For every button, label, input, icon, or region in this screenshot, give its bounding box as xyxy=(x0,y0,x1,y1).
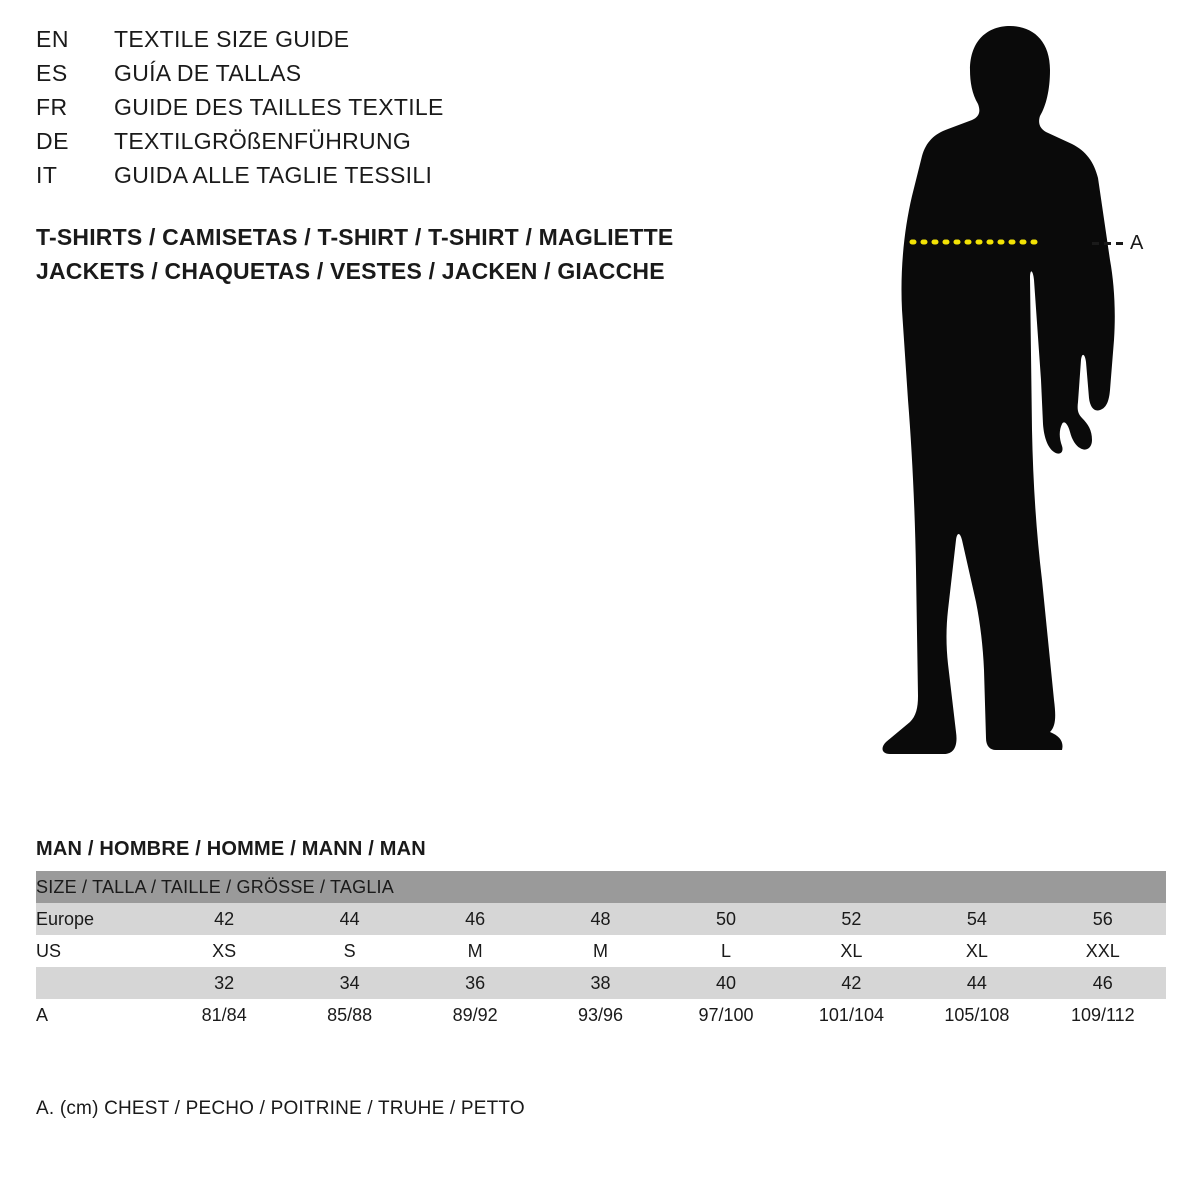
language-code: EN xyxy=(36,26,69,52)
size-table-section xyxy=(36,838,1166,1031)
language-title: TEXTILGRÖßENFÜHRUNG xyxy=(114,128,412,154)
row-label: US xyxy=(36,940,62,961)
row-label: A xyxy=(36,1004,49,1025)
language-code: IT xyxy=(36,162,58,188)
category-jackets: JACKETS / CHAQUETAS / VESTES / JACKEN / GIACCHE xyxy=(36,258,665,284)
cell: 89/92 xyxy=(452,1004,498,1025)
language-title: TEXTILE SIZE GUIDE xyxy=(114,26,350,52)
cell: XL xyxy=(965,940,988,961)
cell: 109/112 xyxy=(1070,1004,1135,1025)
language-code: FR xyxy=(36,94,68,120)
table-row xyxy=(36,967,1166,999)
cell: 42 xyxy=(214,908,235,929)
cell: 81/84 xyxy=(201,1004,247,1025)
language-row-fr xyxy=(36,94,736,128)
cell: 50 xyxy=(715,908,736,929)
cell: 52 xyxy=(841,908,862,929)
language-row-de xyxy=(36,128,736,162)
row-label xyxy=(36,967,161,999)
size-table xyxy=(36,871,1166,1031)
cell: 105/108 xyxy=(944,1004,1010,1025)
language-row-en xyxy=(36,26,736,60)
cell: 46 xyxy=(465,908,486,929)
language-row-it xyxy=(36,162,736,196)
language-title: GUÍA DE TALLAS xyxy=(114,60,302,86)
language-list xyxy=(36,26,736,196)
measure-label-a: A xyxy=(1130,232,1144,254)
language-title: GUIDE DES TAILLES TEXTILE xyxy=(114,94,444,120)
cell: M xyxy=(467,940,483,961)
cell: XS xyxy=(212,940,237,961)
male-silhouette-icon xyxy=(810,10,1190,790)
cell: S xyxy=(343,940,356,961)
language-title: GUIDA ALLE TAGLIE TESSILI xyxy=(114,162,433,188)
gender-heading: MAN / HOMBRE / HOMME / MANN / MAN xyxy=(36,838,426,860)
category-list xyxy=(36,220,796,288)
cell: 44 xyxy=(339,908,360,929)
measure-leader-dashes xyxy=(1092,242,1124,245)
cell: 85/88 xyxy=(327,1004,373,1025)
cell: 38 xyxy=(590,972,611,993)
cell: 40 xyxy=(715,972,736,993)
table-header-row xyxy=(36,871,1166,903)
cell: 36 xyxy=(465,972,486,993)
table-row xyxy=(36,999,1166,1031)
cell: 48 xyxy=(590,908,611,929)
size-header-label: SIZE / TALLA / TAILLE / GRÖSSE / TAGLIA xyxy=(36,876,394,897)
category-tshirts: T-SHIRTS / CAMISETAS / T-SHIRT / T-SHIRT / MAGLIETTE xyxy=(36,224,674,250)
cell: 44 xyxy=(966,972,987,993)
table-row xyxy=(36,935,1166,967)
cell: 97/100 xyxy=(698,1004,754,1025)
cell: 101/104 xyxy=(818,1004,884,1025)
cell: 46 xyxy=(1092,972,1113,993)
cell: XL xyxy=(840,940,863,961)
cell: XXL xyxy=(1085,940,1120,961)
language-code: DE xyxy=(36,128,69,154)
cell: 34 xyxy=(339,972,360,993)
cell: 32 xyxy=(214,972,235,993)
language-code: ES xyxy=(36,60,68,86)
cell: M xyxy=(593,940,609,961)
body-figure xyxy=(810,10,1190,790)
cell: 93/96 xyxy=(578,1004,624,1025)
cell: 54 xyxy=(966,908,987,929)
row-label: Europe xyxy=(36,908,95,929)
cell: 56 xyxy=(1092,908,1113,929)
cell: 42 xyxy=(841,972,862,993)
chest-footnote: A. (cm) CHEST / PECHO / POITRINE / TRUHE / PETTO xyxy=(36,1098,525,1119)
table-row xyxy=(36,903,1166,935)
cell: L xyxy=(720,940,731,961)
language-row-es xyxy=(36,60,736,94)
